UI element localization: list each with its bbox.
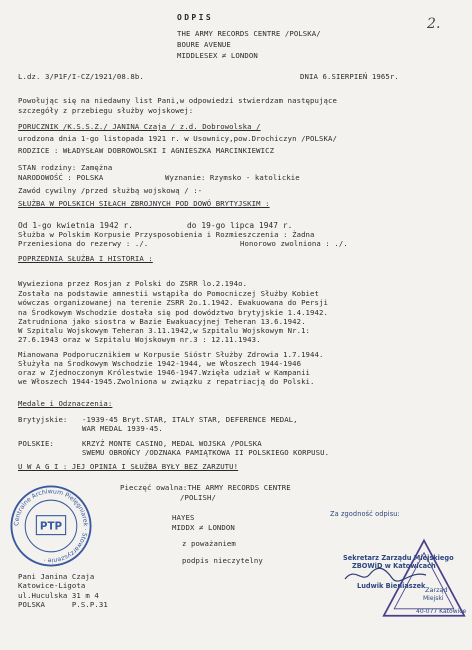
history-line: Mianowana Podporucznikiem w Korpusie Sióstr Służby Zdrowia 1.7.1944. bbox=[18, 350, 324, 359]
service-period-to: do 19-go lipca 1947 r. bbox=[187, 221, 293, 230]
header-line-1: THE ARMY RECORDS CENTRE /POLSKA/ bbox=[177, 29, 321, 38]
medals-british-label: Brytyjskie: bbox=[18, 415, 68, 424]
religion: Wyznanie: Rzymsko - katolickie bbox=[165, 173, 300, 182]
honorable-discharge: Honorowo zwolniona : ./. bbox=[240, 239, 348, 248]
person-parents: RODZICE : WŁADYSŁAW DOBROWOLSKI I AGNIESZKA MARCINKIEWICZ bbox=[18, 146, 275, 155]
history-line: 27.6.1943 oraz w Szpitalu Wojskowym nr.3 : 12.11.1943. bbox=[18, 335, 261, 344]
marital-status: STAN rodziny: Zamężna bbox=[18, 163, 113, 172]
certified-by-line-3: HAYES bbox=[172, 513, 195, 522]
certified-by-line-2: /POLISH/ bbox=[180, 493, 216, 502]
history-line: Została na podstawie amnestii wstąpiła do Pomocniczej Służby Kobiet bbox=[18, 289, 320, 298]
service-period-from: Od 1-go kwietnia 1942 r. bbox=[18, 221, 134, 230]
medals-heading: Medale i Odznaczenia: bbox=[18, 399, 113, 408]
triangle-stamp-text-2: Miejski bbox=[423, 595, 444, 602]
addressee-line: ul.Huculska 31 m 4 bbox=[18, 591, 99, 600]
header-line-2: BOURE AVENUE bbox=[177, 40, 231, 49]
remarks: U W A G I : JEJ OPINIA I SŁUŻBA BYŁY BEZ ZARZUTU! bbox=[18, 462, 239, 471]
triangle-stamp-text-1: Zarząd bbox=[425, 586, 448, 594]
zbowid-stamp-line-2: ZBOWiD w Katowicach bbox=[352, 562, 436, 570]
medals-british-line-1: -1939-45 Bryt.STAR, ITALY STAR, DEFERENCE MEDAL, bbox=[82, 415, 298, 424]
medals-polish-line-1: KRZYŻ MONTE CASINO, MEDAL WOJSKA /POLSKA bbox=[82, 439, 262, 448]
reserve-transfer: Przeniesiona do rezerwy : ./. bbox=[18, 239, 149, 248]
page-number-handwritten: 2. bbox=[427, 16, 441, 32]
person-birth: urodzona dnia 1-go listopada 1921 r. w Usownicy,pow.Drochiczyn /POLSKA/ bbox=[18, 134, 338, 143]
svg-text:PTP: PTP bbox=[39, 520, 63, 533]
addressee-line: Katowice-Ligota bbox=[18, 581, 86, 590]
history-line: Wywieziona przez Rosjan z Polski do ZSRR lo.2.194o. bbox=[18, 279, 248, 288]
header-title: ODPIS bbox=[177, 13, 214, 22]
zbowid-signatory: Ludwik Bieniaszek bbox=[357, 582, 426, 590]
closing-line-1: z poważaniem bbox=[182, 539, 236, 548]
history-heading: POPRZEDNIA SŁUŻBA I HISTORIA : bbox=[18, 254, 153, 263]
medals-polish-line-2: SWEMU OBROŃCY /ODZNAKA PAMIĄTKOWA II POLSKIEGO KORPUSU. bbox=[82, 448, 330, 457]
person-rank-name: PORUCZNIK /K.S.S.Z./ JANINA Czaja / z.d. Dobrowolska / bbox=[18, 122, 261, 131]
archive-round-stamp bbox=[8, 483, 94, 569]
medals-polish-label: POLSKIE: bbox=[18, 439, 54, 448]
intro-line-2: szczegóły z przebiegu służby wojskowej: bbox=[18, 106, 194, 115]
medals-british-line-2: WAR MEDAL 1939-45. bbox=[82, 424, 163, 433]
closing-line-2: podpis nieczytelny bbox=[182, 556, 263, 565]
certified-by-line-1: Pieczęć owalna:THE ARMY RECORDS CENTRE bbox=[120, 483, 291, 492]
intro-line-1: Powołując się na niedawny list Pani,w odpowiedzi stwierdzam następujące bbox=[18, 96, 338, 105]
service-corps: Służba w Polskim Korpusie Przysposobienia i Rozmieszczenia : Żadna bbox=[18, 230, 315, 239]
triangle-stamp-text-3: 40-077 Katowice bbox=[416, 608, 467, 615]
history-line: na Środkowym Wschodzie dostała się pod dowództwo brytyjskie 1.4.1942. bbox=[18, 308, 329, 317]
history-line: Służyła na Środkowym Wschodzie 1942-1944, we Włoszech 1944-1946 bbox=[18, 359, 302, 368]
addressee-line: POLSKA P.S.P.31 bbox=[18, 600, 108, 609]
history-line: wówczas organizowanej na terenie ZSRR 2o.1.1942. Ewakuowana do Persji bbox=[18, 298, 329, 307]
service-heading: SŁUŻBA W POLSKICH SIŁACH ZBROJNYCH POD DOWÓ BRYTYJSKIM : bbox=[18, 199, 270, 208]
history-line: we Włoszech 1944-1945.Zwolniona w związku z repatriacją do Polski. bbox=[18, 377, 315, 386]
history-line: Zatrudniona jako siostra w Bazie Ewakuacyjnej Teheran 13.6.1942. bbox=[18, 317, 306, 326]
history-line: oraz w Zjednoczonym Królestwie 1946-1947.Wzięła udział w Kampanii bbox=[18, 368, 311, 377]
history-line: W Szpitalu Wojskowym Teheran 3.11.1942,w Szpitalu Wojskowym Nr.1: bbox=[18, 326, 311, 335]
document-date: DNIA 6.SIERPIEŃ 1965r. bbox=[300, 72, 399, 81]
profession: Zawód cywilny /przed służbą wojskową / :- bbox=[18, 186, 203, 195]
svg-text:Centralne Archiwum Pielęgniare: Centralne Archiwum Pielęgniarek · Stowarzyszenie · bbox=[13, 488, 89, 564]
header-line-3: MIDDLESEX ≠ LONDON bbox=[177, 51, 258, 60]
zbowid-stamp-line-1: Sekretarz Zarządu Miejskiego bbox=[343, 554, 454, 562]
reference-number: L.dz. 3/P1F/I-CZ/1921/08.8b. bbox=[18, 72, 144, 81]
addressee-line: Pani Janina Czaja bbox=[18, 572, 95, 581]
copy-conformity-stamp: Za zgodność odpisu: bbox=[330, 510, 400, 518]
certified-by-line-4: MIDDX ≠ LONDON bbox=[172, 523, 235, 532]
nationality: NARODOWOŚĆ : POLSKA bbox=[18, 173, 104, 182]
